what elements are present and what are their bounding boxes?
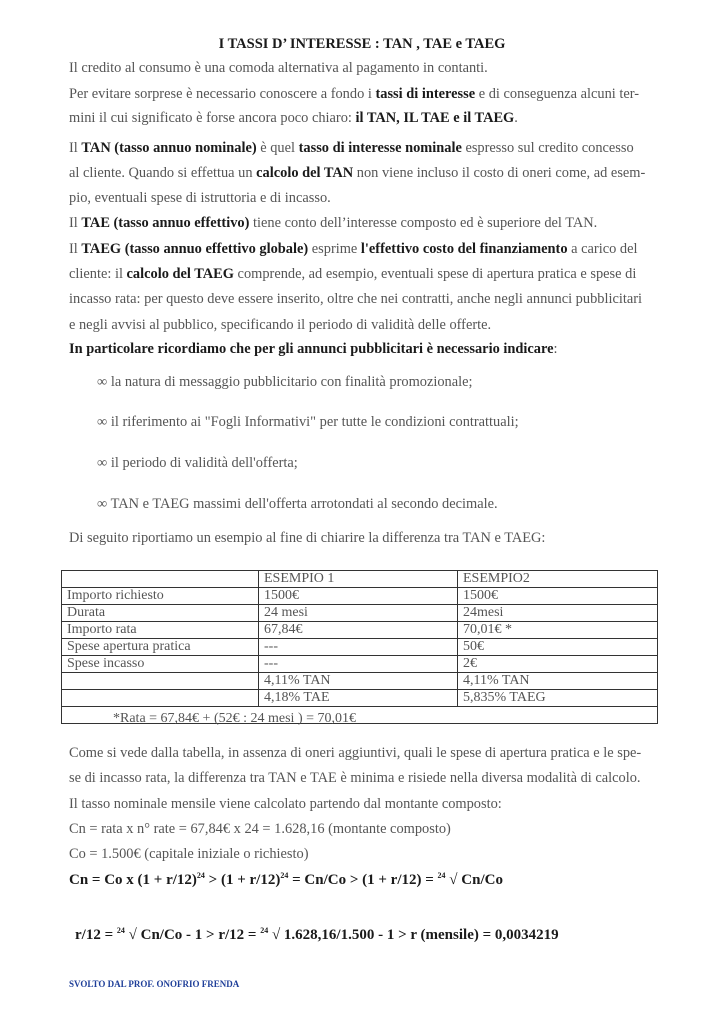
table-cell: Importo rata (62, 622, 259, 639)
intro-text: Per evitare sorprese è necessario conoscere a fondo i (69, 86, 376, 102)
intro-line-2 (69, 86, 639, 103)
taeg-bold: TAEG (tasso annuo effettivo globale) (81, 241, 309, 257)
taeg-text: esprime (308, 241, 361, 257)
tan-bold: tasso di interesse nominale (298, 140, 462, 156)
tan-bold: TAN (tasso annuo nominale) (81, 140, 257, 156)
formula-text: √ Cn/Co - 1 > r/12 = (124, 927, 261, 943)
tan-text: Il (69, 140, 82, 156)
table-cell: 1500€ (259, 588, 458, 605)
particolare-bold: In particolare ricordiamo che per gli annunci pubblicitari è necessario indicare (69, 341, 554, 357)
table-cell: 4,11% TAN (259, 673, 458, 690)
taeg-line-3 (69, 291, 642, 308)
taeg-text: cliente: il (69, 266, 127, 282)
tan-text: espresso sul credito concesso (461, 140, 634, 156)
tae-text: tiene conto dell’interesse composto ed è superiore del TAN. (249, 215, 598, 231)
formula-root-index: 24 (116, 926, 125, 935)
table-header-cell: ESEMPIO 1 (259, 571, 458, 588)
tan-bold: calcolo del TAN (256, 165, 354, 181)
taeg-text: a carico del (567, 241, 638, 257)
tae-line (69, 215, 597, 232)
table-cell: --- (259, 656, 458, 673)
tan-text: al cliente. Quando si effettua un (69, 165, 257, 181)
table-cell: 24 mesi (259, 605, 458, 622)
formula-root-index: 24 (437, 871, 446, 880)
taeg-line-1 (69, 241, 637, 258)
tan-line-3 (69, 190, 331, 207)
bullet-item: ∞ il periodo di validità dell'offerta; (97, 455, 298, 471)
intro-text: mini il cui significato è forse ancora poco chiaro: (69, 110, 356, 126)
table-cell: --- (259, 639, 458, 656)
table-row (62, 656, 658, 673)
formula-exponent: 24 (280, 871, 289, 880)
formula-1 (69, 871, 503, 889)
formula-text: √ Cn/Co (445, 872, 503, 888)
table-row (62, 639, 658, 656)
intro-bold: tassi di interesse (375, 86, 476, 102)
table-header-cell (62, 571, 259, 588)
after-line-5: Co = 1.500€ (capitale iniziale o richiesto) (69, 846, 309, 862)
taeg-text: incasso rata: per questo deve essere inserito, oltre che nei contratti, anche negli annunci pubblicitari (69, 291, 643, 307)
formula-2 (75, 926, 559, 944)
page-title: I TASSI D’ INTERESSE : TAN , TAE e TAEG (218, 36, 506, 52)
formula-text: Cn = Co x (1 + r/12) (69, 872, 197, 888)
formula-root-index: 24 (260, 926, 269, 935)
bullet-item: ∞ TAN e TAEG massimi dell'offerta arrotondati al secondo decimale. (97, 496, 498, 512)
table-cell: 2€ (458, 656, 658, 673)
table-note: *Rata = 67,84€ + (52€ : 24 mesi ) = 70,01€ (113, 711, 356, 726)
tan-text: è quel (256, 140, 299, 156)
tan-text: non viene incluso il costo di oneri come, ad esem- (353, 165, 646, 181)
table-cell (62, 673, 259, 690)
formula-exponent: 24 (196, 871, 205, 880)
taeg-text: Il (69, 241, 82, 257)
taeg-text: comprende, ad esempio, eventuali spese di apertura pratica e spese di (233, 266, 637, 282)
particolare-line (69, 341, 557, 358)
table-row (62, 690, 658, 707)
tae-bold: TAE (tasso annuo effettivo) (81, 215, 250, 231)
table-cell: Spese incasso (62, 656, 259, 673)
table-row (62, 588, 658, 605)
table-row (62, 673, 658, 690)
table-header-cell: ESEMPIO2 (458, 571, 658, 588)
table-cell: 5,835% TAEG (458, 690, 658, 707)
table-cell (62, 690, 259, 707)
after-line-3: Il tasso nominale mensile viene calcolato partendo dal montante composto: (69, 796, 502, 812)
formula-text: r/12 = (75, 927, 117, 943)
bullet-item: ∞ il riferimento ai "Fogli Informativi" per tutte le condizioni contrattuali; (97, 414, 519, 430)
author-footer: SVOLTO DAL PROF. ONOFRIO FRENDA (69, 979, 240, 989)
taeg-line-4 (69, 317, 491, 334)
table-cell: 4,11% TAN (458, 673, 658, 690)
table-cell: Durata (62, 605, 259, 622)
bullet-item: ∞ la natura di messaggio pubblicitario con finalità promozionale; (97, 374, 473, 390)
table-row (62, 605, 658, 622)
example-intro: Di seguito riportiamo un esempio al fine di chiarire la differenza tra TAN e TAEG: (69, 530, 546, 546)
table-cell: 70,01€ * (458, 622, 658, 639)
table-cell: 67,84€ (259, 622, 458, 639)
table-cell: Importo richiesto (62, 588, 259, 605)
after-line-2: se di incasso rata, la differenza tra TAN e TAE è minima e risiede nella diversa modalità di calcolo. (69, 770, 641, 786)
intro-text: e di conseguenza alcuni ter- (475, 86, 640, 102)
intro-line-3 (69, 110, 518, 127)
intro-text: Il credito al consumo è una comoda alternativa al pagamento in contanti. (69, 60, 488, 76)
after-line-4: Cn = rata x n° rate = 67,84€ x 24 = 1.628,16 (montante composto) (69, 821, 451, 837)
table-cell: 24mesi (458, 605, 658, 622)
formula-text: √ 1.628,16/1.500 - 1 > r (mensile) = 0,0034219 (268, 927, 559, 943)
formula-text: > (1 + r/12) (204, 872, 281, 888)
comparison-table (61, 570, 658, 724)
taeg-bold: calcolo del TAEG (126, 266, 234, 282)
tan-text: pio, eventuali spese di istruttoria e di incasso. (69, 190, 331, 206)
table-header-row (62, 571, 658, 588)
formula-text: = Cn/Co > (1 + r/12) = (288, 872, 438, 888)
intro-bold: il TAN, IL TAE e il TAEG (355, 110, 515, 126)
table-cell: 1500€ (458, 588, 658, 605)
tan-line-2 (69, 165, 645, 182)
table-cell: Spese apertura pratica (62, 639, 259, 656)
particolare-text: : (553, 341, 558, 357)
taeg-line-2 (69, 266, 636, 283)
tan-line-1 (69, 140, 634, 157)
taeg-text: e negli avvisi al pubblico, specificando il periodo di validità delle offerte. (69, 317, 492, 333)
tae-text: Il (69, 215, 82, 231)
intro-line-1 (69, 60, 488, 77)
table-cell: 50€ (458, 639, 658, 656)
table-cell: 4,18% TAE (259, 690, 458, 707)
after-line-1: Come si vede dalla tabella, in assenza di oneri aggiuntivi, quali le spese di apertura pratica e le spe- (69, 745, 642, 761)
taeg-bold: l'effettivo costo del finanziamento (360, 241, 568, 257)
table-row (62, 622, 658, 639)
intro-text: . (514, 110, 518, 126)
